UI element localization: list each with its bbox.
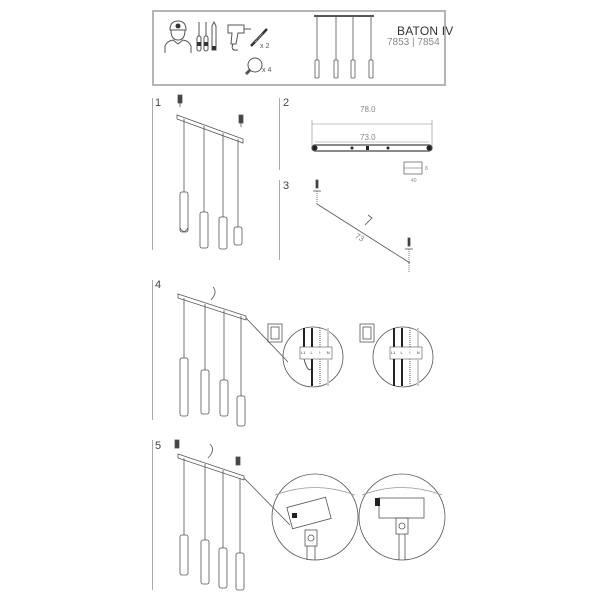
product-name: BATON IV — [397, 24, 454, 38]
step-2-number: 2 — [283, 97, 290, 109]
step-4-number: 4 — [155, 279, 162, 291]
step-2-dimension-drawing — [310, 110, 435, 175]
mounting-length-label: 73.0 — [360, 133, 376, 142]
screw-anchor-qty: x 2 — [260, 43, 270, 50]
step-5-mounting-illustration — [172, 440, 450, 590]
overall-length-label: 78.0 — [360, 105, 376, 114]
step-1-number: 1 — [155, 97, 162, 109]
terminal-earth: ⏚ — [407, 350, 412, 355]
terminal-l1: L1 — [391, 350, 396, 355]
step-1-illustration — [175, 95, 265, 245]
step-5-number: 5 — [155, 440, 162, 452]
bracket-width-label: 40 — [411, 178, 417, 184]
terminal-l: L — [310, 350, 313, 355]
screwdrivers-icon — [196, 22, 218, 54]
terminal-n: N — [416, 350, 420, 355]
terminal-earth: ⏚ — [317, 350, 322, 355]
step-3-number: 3 — [283, 180, 290, 192]
product-codes: 7853 | 7854 — [387, 37, 440, 48]
bracket-height-label: 8 — [425, 166, 428, 172]
product-preview-icon — [314, 15, 384, 82]
terminal-labels-1 — [301, 350, 330, 356]
step-3-divider — [279, 180, 280, 260]
terminal-l1: L1 — [301, 350, 306, 355]
light-bulb-icon — [243, 57, 263, 77]
step-5-divider — [152, 440, 153, 590]
step-2-divider — [279, 98, 280, 170]
terminal-l: L — [400, 350, 403, 355]
installer-icon — [163, 18, 193, 54]
light-bulb-qty: x 4 — [262, 67, 272, 74]
step-4-divider — [152, 280, 153, 420]
step-3-ceiling-marking — [310, 180, 420, 275]
terminal-n: N — [326, 350, 330, 355]
step-1-divider — [152, 98, 153, 250]
step-3-distance-label: 73 — [353, 231, 366, 244]
terminal-labels-2 — [391, 350, 420, 356]
